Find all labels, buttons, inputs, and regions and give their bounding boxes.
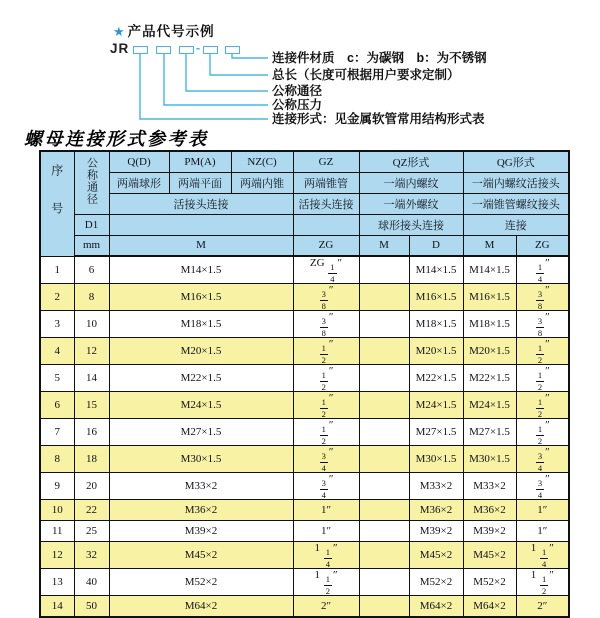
cell-qz-m xyxy=(359,365,409,392)
cell-qz-m xyxy=(359,284,409,311)
table-row xyxy=(40,473,569,500)
cell-m: M20×1.5 xyxy=(109,338,293,365)
header-seq xyxy=(40,151,74,256)
table-row xyxy=(40,284,569,311)
header-row-2 xyxy=(40,172,569,193)
cell-qg-zg: $\frac{1}{4}$ ″ xyxy=(516,256,569,284)
header-qz-d: D xyxy=(409,235,463,256)
cell-qg-zg: 2″ xyxy=(516,596,569,617)
code-label-length: 总长（长度可根据用户要求定制） xyxy=(272,68,460,82)
table-row xyxy=(40,569,569,596)
cell-seq: 8 xyxy=(40,446,74,473)
cell-qg-m: M30×1.5 xyxy=(463,446,516,473)
header-col-gz: GZ xyxy=(293,151,359,172)
cell-zg: 1 $\frac{1}{2}$ ″ xyxy=(293,569,359,596)
header-row-3 xyxy=(40,193,569,214)
table-row xyxy=(40,311,569,338)
cell-qg-zg: $\frac{1}{2}$ ″ xyxy=(516,338,569,365)
cell-zg: $\frac{1}{2}$ ″ xyxy=(293,419,359,446)
code-label-connection: 连接形式：见金属软管常用结构形式表 xyxy=(272,112,485,126)
cell-qz-d: M52×2 xyxy=(409,569,463,596)
cell-dn: 16 xyxy=(74,419,109,446)
cell-zg: 1″ xyxy=(293,500,359,521)
cell-qz-d: M18×1.5 xyxy=(409,311,463,338)
cell-qz-d: M33×2 xyxy=(409,473,463,500)
cell-zg: 1″ xyxy=(293,521,359,542)
cell-qg-zg: $\frac{3}{8}$ ″ xyxy=(516,284,569,311)
header-row-5 xyxy=(40,235,569,256)
table-row xyxy=(40,365,569,392)
cell-qg-zg: $\frac{3}{8}$ ″ xyxy=(516,311,569,338)
cell-qg-zg: $\frac{3}{4}$ ″ xyxy=(516,446,569,473)
cell-qg-zg: $\frac{1}{2}$ ″ xyxy=(516,365,569,392)
cell-dn: 20 xyxy=(74,473,109,500)
cell-m: M45×2 xyxy=(109,542,293,569)
cell-qz-d: M36×2 xyxy=(409,500,463,521)
header-dn xyxy=(74,151,109,214)
cell-zg: $\frac{3}{4}$ ″ xyxy=(293,473,359,500)
cell-m: M39×2 xyxy=(109,521,293,542)
cell-seq: 12 xyxy=(40,542,74,569)
cell-qg-m: M52×2 xyxy=(463,569,516,596)
cell-qg-zg: 1″ xyxy=(516,521,569,542)
header-q-sub: 两端球形 xyxy=(109,172,169,193)
cell-qg-m: M14×1.5 xyxy=(463,256,516,284)
cell-qz-m xyxy=(359,311,409,338)
cell-qz-m xyxy=(359,419,409,446)
table-body xyxy=(40,256,569,617)
cell-qg-zg: $\frac{3}{4}$ ″ xyxy=(516,473,569,500)
cell-zg: $\frac{3}{4}$ ″ xyxy=(293,446,359,473)
table-row xyxy=(40,392,569,419)
cell-m: M22×1.5 xyxy=(109,365,293,392)
cell-qg-zg: $\frac{1}{2}$ ″ xyxy=(516,392,569,419)
header-qz-conn: 球形接头连接 xyxy=(359,214,463,235)
header-d1: D1 xyxy=(74,214,109,235)
code-label-material: 连接件材质 c：为碳钢 b：为不锈钢 xyxy=(272,51,487,65)
cell-m: M52×2 xyxy=(109,569,293,596)
cell-zg: 2″ xyxy=(293,596,359,617)
header-pm-sub: 两端平面 xyxy=(169,172,231,193)
cell-qz-m xyxy=(359,473,409,500)
cell-seq: 2 xyxy=(40,284,74,311)
cell-m: M27×1.5 xyxy=(109,419,293,446)
cell-seq: 6 xyxy=(40,392,74,419)
cell-dn: 18 xyxy=(74,446,109,473)
table-row xyxy=(40,446,569,473)
cell-qz-d: M14×1.5 xyxy=(409,256,463,284)
cell-zg: $\frac{3}{8}$ ″ xyxy=(293,311,359,338)
cell-qg-m: M22×1.5 xyxy=(463,365,516,392)
cell-m: M33×2 xyxy=(109,473,293,500)
cell-m: M16×1.5 xyxy=(109,284,293,311)
cell-dn: 25 xyxy=(74,521,109,542)
cell-m: M14×1.5 xyxy=(109,256,293,284)
cell-zg: $\frac{3}{8}$ ″ xyxy=(293,284,359,311)
code-label-diameter: 公称通径 xyxy=(272,84,323,98)
header-seq-text: 序号 xyxy=(49,164,64,241)
header-row-1 xyxy=(40,151,569,172)
code-label-pressure: 公称压力 xyxy=(272,98,323,112)
cell-qz-d: M64×2 xyxy=(409,596,463,617)
cell-seq: 1 xyxy=(40,256,74,284)
header-qz-m: M xyxy=(359,235,409,256)
cell-qz-m xyxy=(359,338,409,365)
cell-seq: 4 xyxy=(40,338,74,365)
cell-dn: 32 xyxy=(74,542,109,569)
header-gz-empty xyxy=(293,214,359,235)
cell-qz-d: M27×1.5 xyxy=(409,419,463,446)
cell-qz-d: M30×1.5 xyxy=(409,446,463,473)
cell-m: M36×2 xyxy=(109,500,293,521)
header-col-nz: NZ(C) xyxy=(231,151,293,172)
cell-seq: 3 xyxy=(40,311,74,338)
cell-dn: 12 xyxy=(74,338,109,365)
header-gz-conn: 活接头连接 xyxy=(293,193,359,214)
cell-dn: 40 xyxy=(74,569,109,596)
cell-qg-m: M20×1.5 xyxy=(463,338,516,365)
cell-dn: 8 xyxy=(74,284,109,311)
cell-qg-m: M39×2 xyxy=(463,521,516,542)
table-row xyxy=(40,542,569,569)
cell-qz-m xyxy=(359,542,409,569)
header-row-4 xyxy=(40,214,569,235)
cell-qz-m xyxy=(359,569,409,596)
cell-qz-m xyxy=(359,256,409,284)
cell-seq: 9 xyxy=(40,473,74,500)
cell-qg-m: M24×1.5 xyxy=(463,392,516,419)
header-qg-sub2: 一端锥管螺纹接头 xyxy=(463,193,569,214)
cell-qz-m xyxy=(359,596,409,617)
cell-qz-d: M45×2 xyxy=(409,542,463,569)
cell-zg: $\frac{1}{2}$ ″ xyxy=(293,338,359,365)
code-prefix: JR xyxy=(110,41,130,56)
header-zg-label: ZG xyxy=(293,235,359,256)
table-row xyxy=(40,500,569,521)
header-qg-conn: 连接 xyxy=(463,214,569,235)
header-qz-sub2: 一端外螺纹 xyxy=(359,193,463,214)
cell-qg-zg: 1″ xyxy=(516,500,569,521)
cell-qz-d: M24×1.5 xyxy=(409,392,463,419)
cell-qg-m: M33×2 xyxy=(463,473,516,500)
header-gz-sub: 两端锥管 xyxy=(293,172,359,193)
cell-qz-m xyxy=(359,521,409,542)
cell-dn: 10 xyxy=(74,311,109,338)
code-dash: - xyxy=(195,40,201,55)
header-qpmnz-empty xyxy=(109,214,293,235)
header-mm: mm xyxy=(74,235,109,256)
cell-qg-zg: 1 $\frac{1}{2}$ ″ xyxy=(516,569,569,596)
cell-qg-m: M45×2 xyxy=(463,542,516,569)
cell-qz-m xyxy=(359,500,409,521)
header-nz-sub: 两端内锥 xyxy=(231,172,293,193)
cell-zg: $\frac{1}{2}$ ″ xyxy=(293,365,359,392)
cell-dn: 22 xyxy=(74,500,109,521)
cell-dn: 50 xyxy=(74,596,109,617)
cell-qz-d: M16×1.5 xyxy=(409,284,463,311)
header-qg-sub1: 一端内螺纹活接头 xyxy=(463,172,569,193)
cell-qz-d: M20×1.5 xyxy=(409,338,463,365)
table-header xyxy=(40,151,569,256)
table-row xyxy=(40,521,569,542)
cell-qg-zg: 1 $\frac{1}{4}$ ″ xyxy=(516,542,569,569)
header-qpmnz-conn: 活接头连接 xyxy=(109,193,293,214)
header-qz-sub1: 一端内螺纹 xyxy=(359,172,463,193)
cell-seq: 14 xyxy=(40,596,74,617)
cell-zg: 1 $\frac{1}{4}$ ″ xyxy=(293,542,359,569)
cell-seq: 13 xyxy=(40,569,74,596)
cell-qz-d: M22×1.5 xyxy=(409,365,463,392)
cell-m: M18×1.5 xyxy=(109,311,293,338)
header-qg-zg: ZG xyxy=(516,235,569,256)
cell-m: M24×1.5 xyxy=(109,392,293,419)
table-row xyxy=(40,256,569,284)
cell-dn: 6 xyxy=(74,256,109,284)
header-col-pm: PM(A) xyxy=(169,151,231,172)
header-m-label: M xyxy=(109,235,293,256)
header-col-qg: QG形式 xyxy=(463,151,569,172)
cell-qg-m: M64×2 xyxy=(463,596,516,617)
star-icon: ★ xyxy=(113,24,126,39)
cell-seq: 11 xyxy=(40,521,74,542)
cell-qz-m xyxy=(359,392,409,419)
cell-zg: ZG $\frac{1}{4}$ ″ xyxy=(293,256,359,284)
cell-qz-m xyxy=(359,446,409,473)
cell-qz-d: M39×2 xyxy=(409,521,463,542)
header-dn-text: 公称通径 xyxy=(85,157,98,206)
header-qg-m: M xyxy=(463,235,516,256)
cell-m: M30×1.5 xyxy=(109,446,293,473)
reference-table xyxy=(39,150,570,618)
cell-qg-zg: $\frac{1}{2}$ ″ xyxy=(516,419,569,446)
cell-qg-m: M18×1.5 xyxy=(463,311,516,338)
cell-seq: 5 xyxy=(40,365,74,392)
cell-m: M64×2 xyxy=(109,596,293,617)
cell-seq: 10 xyxy=(40,500,74,521)
cell-dn: 14 xyxy=(74,365,109,392)
table-title: 螺母连接形式参考表 xyxy=(24,129,209,150)
cell-qg-m: M16×1.5 xyxy=(463,284,516,311)
table-row xyxy=(40,338,569,365)
cell-seq: 7 xyxy=(40,419,74,446)
table-row xyxy=(40,596,569,617)
diagram-title-text: 产品代号示例 xyxy=(127,24,215,39)
cell-dn: 15 xyxy=(74,392,109,419)
header-col-qz: QZ形式 xyxy=(359,151,463,172)
cell-qg-m: M36×2 xyxy=(463,500,516,521)
table-row xyxy=(40,419,569,446)
cell-zg: $\frac{1}{2}$ ″ xyxy=(293,392,359,419)
header-col-q: Q(D) xyxy=(109,151,169,172)
cell-qg-m: M27×1.5 xyxy=(463,419,516,446)
